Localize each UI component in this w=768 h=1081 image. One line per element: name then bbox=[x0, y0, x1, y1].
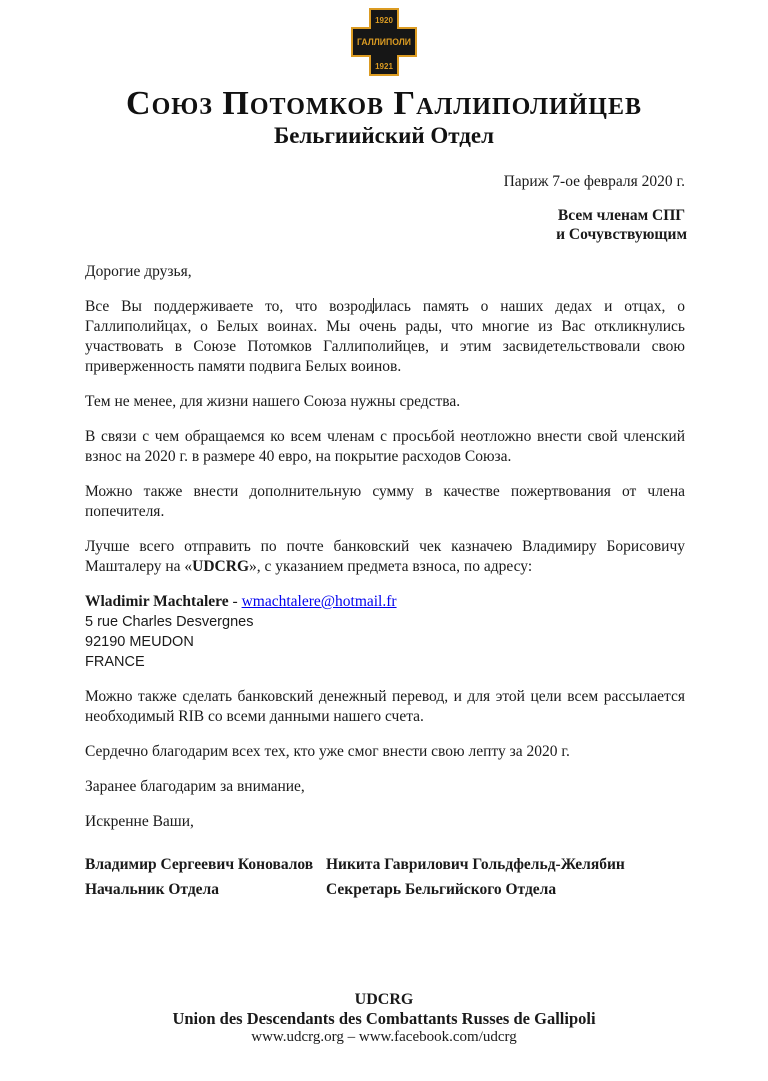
footer-acronym: UDCRG bbox=[354, 991, 414, 1008]
signature-left bbox=[85, 852, 326, 902]
footer-full-name: Union des Descendants des Combattants Russes de Gallipoli bbox=[172, 1009, 596, 1028]
logo-name: ГАЛЛИПОЛИ bbox=[357, 37, 411, 47]
footer-links: www.udcrg.org – www.facebook.com/udcrg bbox=[251, 1029, 517, 1045]
paragraph-support-before-caret: Все Вы поддерживаете то, что возрод bbox=[85, 298, 374, 315]
signature-right-name: Никита Гаврилович Гольдфельд-Желябин bbox=[326, 856, 625, 873]
paragraph-cheque-acronym: UDCRG bbox=[192, 558, 250, 575]
signature-right bbox=[326, 852, 685, 902]
contact-separator: - bbox=[228, 593, 242, 610]
signature-right-role: Секретарь Бельгийского Отдела bbox=[326, 881, 557, 898]
closing: Искренне Ваши, bbox=[85, 813, 194, 830]
paragraph-donation: Можно также внести дополнительную сумму в качестве пожертвования от члена попечителя. bbox=[85, 483, 685, 520]
dateline: Париж 7-ое февраля 2020 г. bbox=[503, 173, 685, 190]
paragraph-request: В связи с чем обращаемся ко всем членам с просьбой неотложно внести свой членский взнос на 2020 г. в размере 40 евро, на покрытие расходов Союза. bbox=[85, 428, 685, 465]
logo-year-bottom: 1921 bbox=[375, 62, 393, 71]
paragraph-support bbox=[85, 297, 685, 377]
paragraph-thanks: Сердечно благодарим всех тех, кто уже смог внести свою лепту за 2020 г. bbox=[85, 743, 570, 760]
salutation: Дорогие друзья, bbox=[85, 263, 192, 280]
address-city: 92190 MEUDON bbox=[85, 634, 194, 650]
contact-name: Wladimir Machtalere bbox=[85, 593, 229, 610]
letter-body bbox=[85, 262, 685, 832]
signature-left-name: Владимир Сергеевич Коновалов bbox=[85, 856, 314, 873]
logo-year-top: 1920 bbox=[375, 16, 393, 25]
signature-block bbox=[85, 852, 685, 902]
paragraph-cheque bbox=[85, 537, 685, 577]
addressee-line-1: Всем членам СПГ bbox=[557, 207, 686, 224]
paragraph-attention: Заранее благодарим за внимание, bbox=[85, 778, 305, 795]
addressee-line-2: и Сочувствующим bbox=[556, 226, 687, 243]
paragraph-transfer: Можно также сделать банковский денежный перевод, и для этой цели всем рассылается необходимый RIB со всеми данными нашего счета. bbox=[85, 688, 685, 725]
contact-line bbox=[85, 592, 685, 612]
paragraph-cheque-before: Лучше всего отправить по почте банковский чек казначею Владимиру Борисовичу Машталеру на « bbox=[85, 538, 685, 575]
addressee-block bbox=[0, 206, 687, 244]
email-link[interactable]: wmachtalere@hotmail.fr bbox=[241, 593, 397, 610]
logo-container bbox=[0, 0, 768, 81]
signature-left-role: Начальник Отдела bbox=[85, 881, 220, 898]
address-street: 5 rue Charles Desvergnes bbox=[85, 614, 254, 630]
letterhead-footer bbox=[0, 991, 768, 1046]
organization-title: Союз Потомков Галлиполийцев bbox=[126, 85, 642, 122]
contact-block bbox=[85, 592, 685, 672]
paragraph-funds: Тем не менее, для жизни нашего Союза нужны средства. bbox=[85, 393, 461, 410]
gallipoli-cross-icon bbox=[351, 8, 417, 76]
address-country: FRANCE bbox=[85, 654, 145, 670]
paragraph-cheque-after: », с указанием предмета взноса, по адресу: bbox=[249, 558, 533, 575]
paragraph-support-after-caret: илась память о наших дедах и отцах, о Галлиполийцах, о Белых воинах. Мы очень рады, что многие из Вас откликнулись участвовать в Союзе Потомков Галлиполийцев, и этим засвидетельствовали свою приверженность памяти подвига Белых воинов. bbox=[85, 298, 685, 375]
organization-subtitle: Бельгиийский Отдел bbox=[273, 123, 495, 148]
